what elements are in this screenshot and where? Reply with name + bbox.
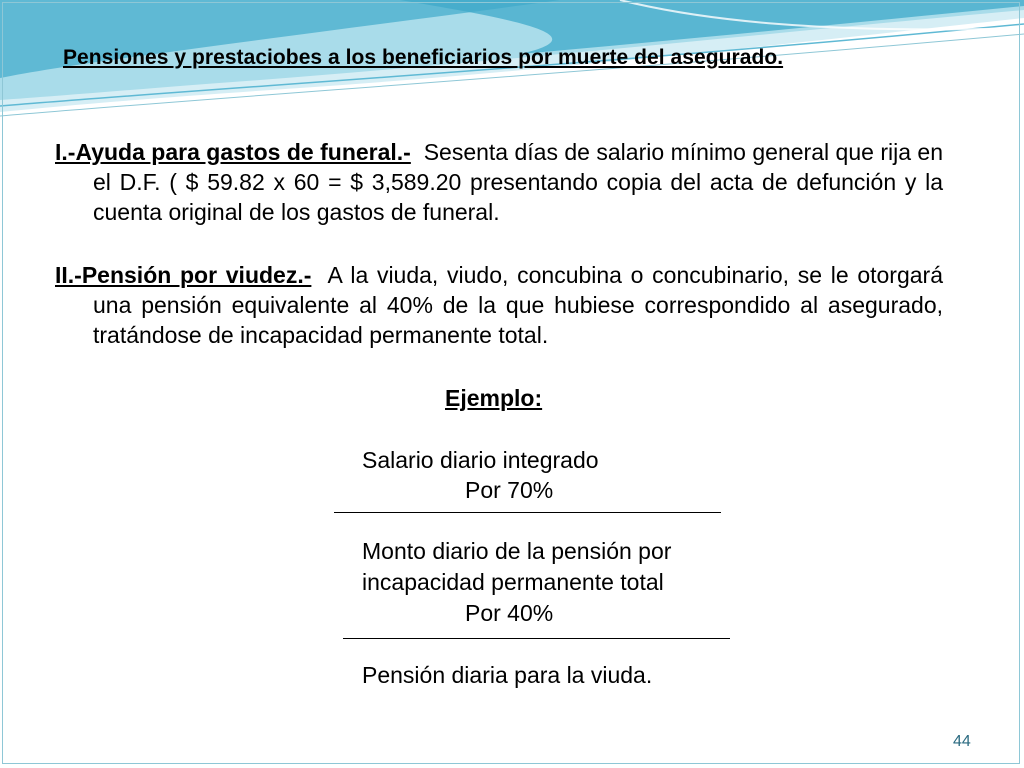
section-funeral-aid-text: Sesenta días de salario mínimo general que rija en el D.F. ( $ 59.82 x 60 = $ 3,589.20 presentando copia del acta de defunción y la cuenta original de los gastos de funeral. [93, 139, 943, 225]
slide-title: Pensiones y prestaciobes a los beneficiarios por muerte del asegurado. [63, 46, 784, 69]
section-widow-pension-heading: II.-Pensión por viudez.- [55, 262, 312, 288]
example-line-pension-viuda: Pensión diaria para la viuda. [362, 662, 653, 688]
section-widow-pension-text: A la viuda, viudo, concubina o concubinario, se le otorgará una pensión equivalente al 40% de la que hubiese correspondido al asegurado, tratándose de incapacidad permanente total. [93, 262, 943, 348]
example-divider-1 [334, 512, 721, 513]
section-funeral-aid-heading: I.-Ayuda para gastos de funeral.- [55, 139, 411, 165]
example-line-monto: Monto diario de la pensión por [362, 538, 672, 564]
example-line-salary: Salario diario integrado [362, 447, 599, 473]
example-line-por-70: Por 70% [465, 477, 554, 503]
example-line-incapacidad: incapacidad permanente total [362, 569, 664, 595]
section-widow-pension [55, 260, 943, 350]
example-divider-2 [343, 638, 730, 639]
example-title: Ejemplo: [445, 385, 543, 411]
page-number: 44 [953, 733, 971, 750]
section-funeral-aid [55, 137, 943, 227]
example-line-por-40: Por 40% [465, 600, 554, 626]
header-swoosh-decoration [0, 0, 1024, 140]
